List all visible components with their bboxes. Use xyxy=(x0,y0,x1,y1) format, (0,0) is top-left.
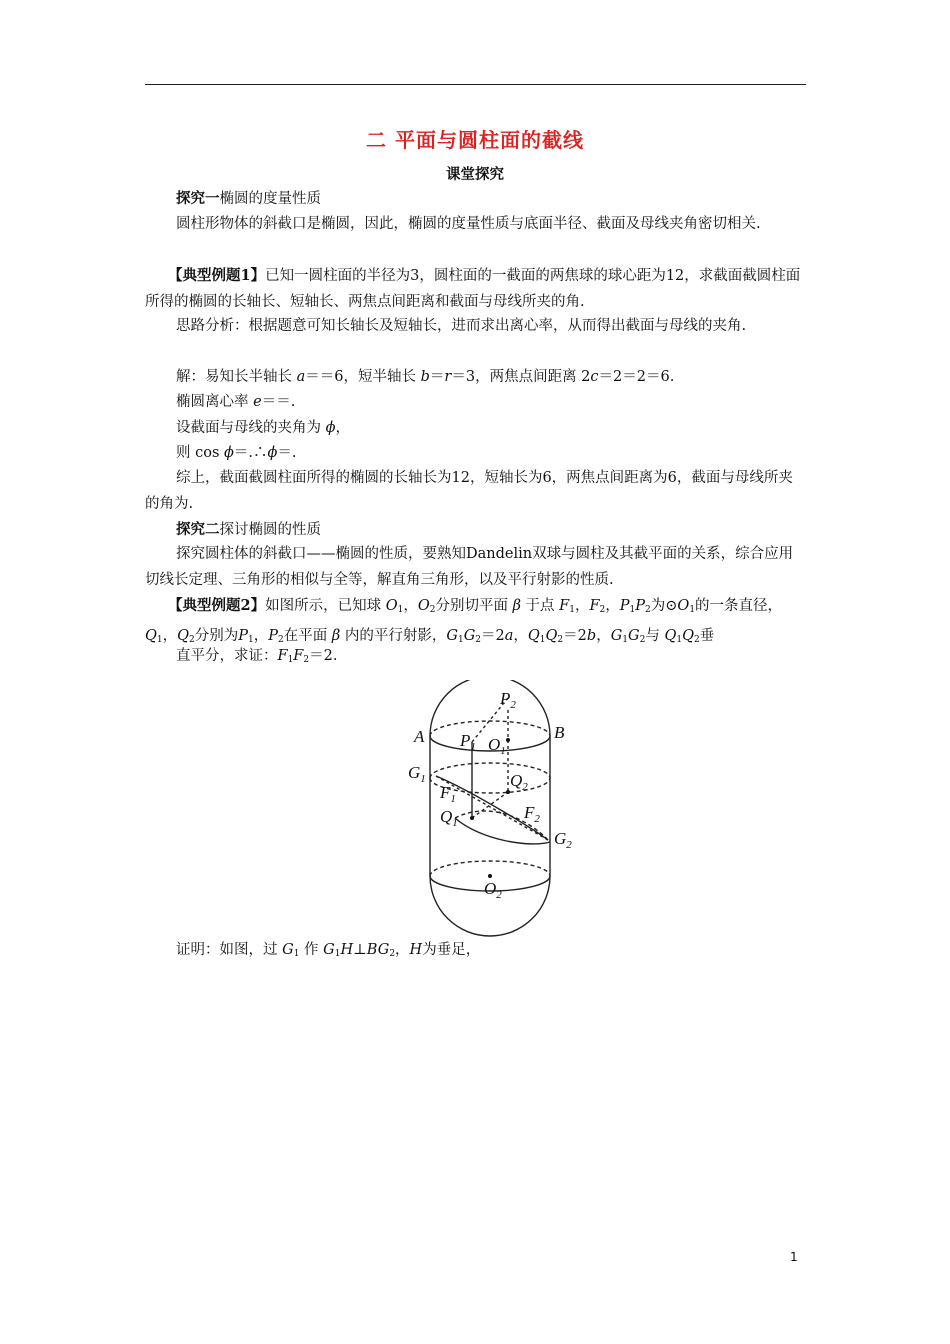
label-g2: $G_2$ xyxy=(554,829,572,851)
top-hemisphere-arc xyxy=(430,680,550,736)
label-b: B xyxy=(554,723,565,742)
example1-analysis: 思路分析：根据题意可知长轴长及短轴长，进而求出离心率，从而得出截面与母线的夹角. xyxy=(176,318,747,334)
section2-heading: 探究二探讨椭圆的性质 xyxy=(176,521,321,538)
example2-proof: 证明：如图，过 $G_1$ 作 $G_1H\perp BG_2$，H为垂足， xyxy=(176,942,481,959)
example1-summary: 综上，截面截圆柱面所得的椭圆的长轴长为12，短轴长为6，两焦点间距离为6，截面与母线所夹的角为. xyxy=(145,470,793,512)
page-subtitle: 课堂探究 xyxy=(446,166,504,183)
label-f1: $F_1$ xyxy=(440,783,456,805)
bottom-ellipse-back xyxy=(430,861,550,876)
cylinder-diagram xyxy=(400,680,600,940)
example2-claim: 直平分，求证：$F_1F_2=2$. xyxy=(176,648,338,665)
section1-heading: 探究一椭圆的度量性质 xyxy=(176,190,321,207)
label-a: A xyxy=(414,727,425,746)
label-g1: $G_1$ xyxy=(408,763,426,785)
upper-inner-back xyxy=(430,763,550,778)
example2-problem: 【典型例题2】如图所示，已知球 $O_1$，$O_2$分别切平面 β 于点 $F_1$，$F_2$，$P_1P_2$为$⊙O_1$的一条直径，$Q_1$，$Q_2$分别为$P_1$，$P_2$在平面 β 内的平行射影，$G_1G_2=2a$，$Q_1Q_2=2b$，$G_1G_2$与 $Q_1Q_2$垂 xyxy=(145,597,783,645)
label-p1: $P_1$ xyxy=(460,731,476,753)
example1-eccentricity: 椭圆离心率 e＝＝. xyxy=(176,394,296,410)
example1-problem: 【典型例题1】已知一圆柱面的半径为3，圆柱面的一截面的两焦球的球心距为12，求截面截圆柱面所得的椭圆的长轴长、短轴长、两焦点间距离和截面与母线所夹的角. xyxy=(145,267,801,310)
section2-intro: 探究圆柱体的斜截口——椭圆的性质，要熟知Dandelin双球与圆柱及其截平面的关系，综合应用切线长定理、三角形的相似与全等，解直角三角形，以及平行射影的性质. xyxy=(145,546,794,588)
section1-intro: 圆柱形物体的斜截口是椭圆，因此，椭圆的度量性质与底面半径、截面及母线夹角密切相关. xyxy=(176,216,761,232)
point-o2 xyxy=(488,874,492,878)
label-p2: $P_2$ xyxy=(500,689,516,711)
label-o2: $O_2$ xyxy=(484,879,502,901)
example1-solution: 解：易知长半轴长 a＝＝6，短半轴长 b＝r＝3，两焦点间距离 2c＝2＝2＝6. xyxy=(176,369,675,385)
label-q1: $Q_1$ xyxy=(440,807,458,829)
label-o1: $O_1$ xyxy=(488,735,506,757)
page-title: 二 平面与圆柱面的截线 xyxy=(366,128,584,152)
point-q2 xyxy=(506,790,510,794)
header-rule xyxy=(145,84,806,85)
label-f2: $F_2$ xyxy=(524,803,540,825)
example1-angle: 设截面与母线的夹角为 ϕ， xyxy=(176,420,350,436)
page-number: 1 xyxy=(790,1250,798,1264)
example1-cos: 则 cos ϕ＝.∴ϕ＝. xyxy=(176,445,297,461)
top-ellipse-back xyxy=(430,721,550,736)
point-o1 xyxy=(506,738,510,742)
label-q2: $Q_2$ xyxy=(510,771,528,793)
point-q1 xyxy=(470,816,474,820)
